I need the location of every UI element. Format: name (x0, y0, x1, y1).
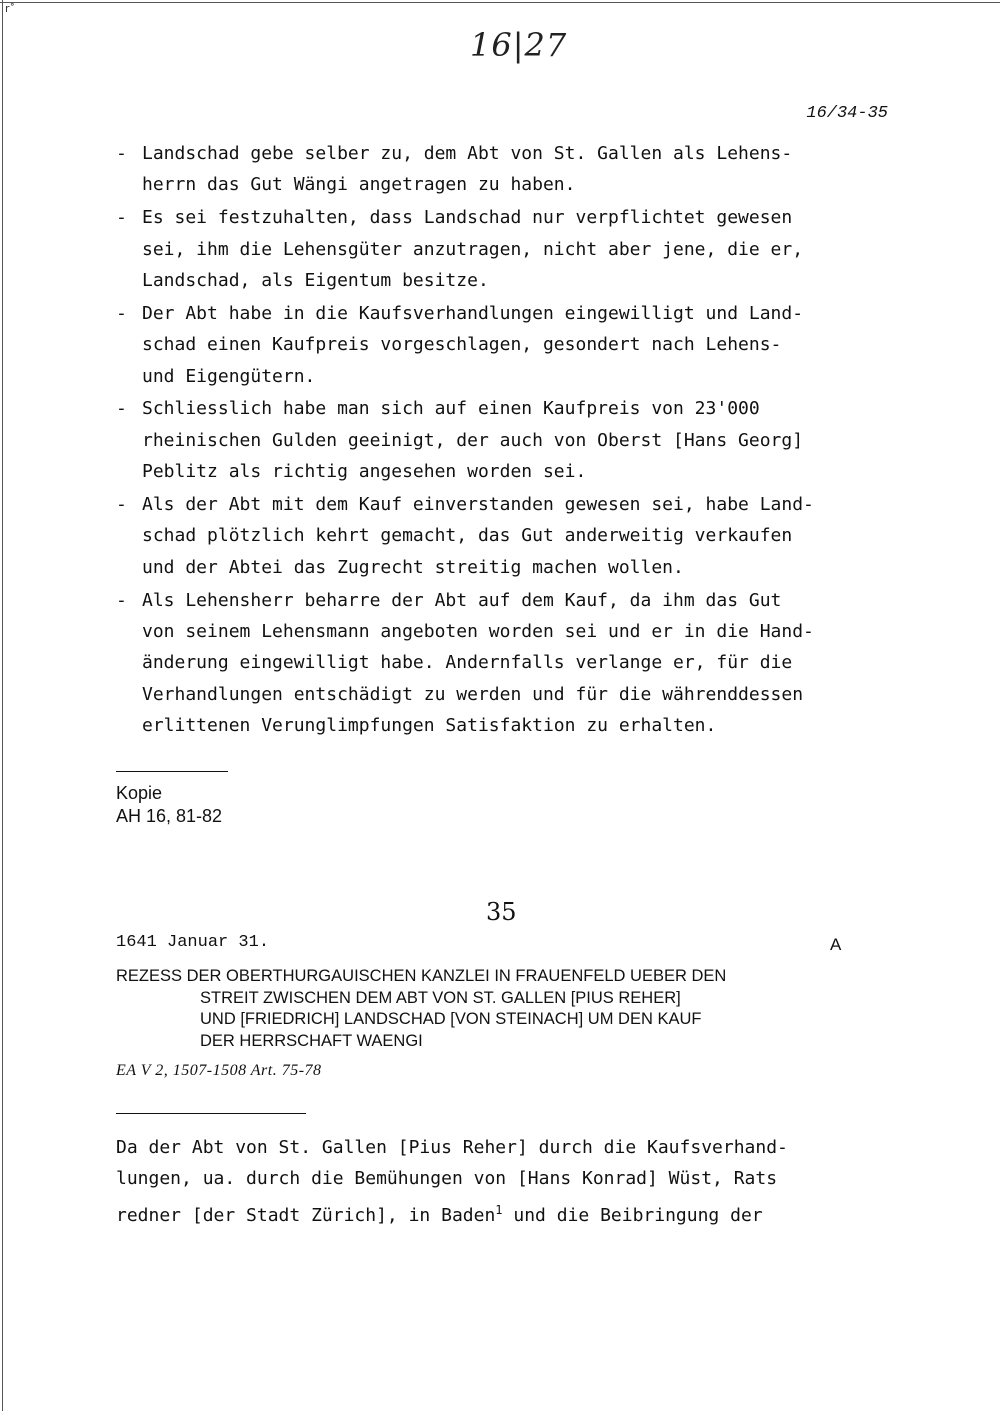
bullet-dash: - (116, 143, 127, 164)
scan-left-edge (2, 0, 3, 1411)
summary-item (116, 393, 906, 487)
summary-line: änderung eingewilligt habe. Andernfalls verlange er, für die (142, 652, 793, 674)
summary-line: Als der Abt mit dem Kauf einverstanden gewesen sei, habe Land- (142, 494, 814, 516)
body-line-text: und die Beibringung der (502, 1204, 763, 1226)
section-rule (116, 1113, 306, 1114)
body-line (116, 1195, 896, 1231)
summary-line: Peblitz als richtig angesehen worden sei. (142, 461, 587, 483)
entry-number: 35 (486, 898, 517, 926)
entry-title-line: REZESS DER OBERTHURGAUISCHEN KANZLEI IN FRAUENFELD UEBER DEN (116, 967, 727, 985)
summary-line: Es sei festzuhalten, dass Landschad nur verpflichtet gewesen (142, 207, 793, 229)
summary-list (116, 138, 906, 743)
summary-line: Schliesslich habe man sich auf einen Kaufpreis von 23'000 (142, 398, 760, 420)
summary-line: Verhandlungen entschädigt zu werden und für die währenddessen (142, 683, 804, 705)
entry-title-line: STREIT ZWISCHEN DEM ABT VON ST. GALLEN [PIUS REHER] (200, 988, 681, 1007)
summary-line: und Eigengütern. (142, 365, 316, 387)
source-reference: AH 16, 81-82 (116, 806, 223, 826)
source-note (116, 782, 222, 828)
bullet-dash: - (116, 302, 127, 324)
summary-item (116, 138, 906, 201)
bullet-dash: - (116, 398, 127, 420)
bullet-dash: - (116, 589, 127, 611)
handwritten-page-note: 16|27 (470, 26, 568, 64)
body-line-text: redner [der Stadt Zürich], in Baden (116, 1204, 496, 1226)
entry-date: 1641 Januar 31. (116, 933, 270, 952)
summary-text (142, 202, 906, 296)
summary-line: schad einen Kaufpreis vorgeschlagen, gesondert nach Lehens- (142, 334, 782, 356)
entry-title-line: DER HERRSCHAFT WAENGI (200, 1031, 423, 1050)
summary-text (142, 489, 906, 583)
summary-line: von seinem Lehensmann angeboten worden sei und er in die Hand- (142, 621, 814, 643)
entry-body (116, 1132, 896, 1231)
body-line: lungen, ua. durch die Bemühungen von [Hans Konrad] Wüst, Rats (116, 1168, 778, 1190)
summary-text (142, 393, 906, 487)
summary-line: Landschad, als Eigentum besitze. (142, 270, 489, 292)
summary-line: und der Abtei das Zugrecht streitig machen wollen. (142, 556, 684, 578)
footnote-marker[interactable]: 1 (495, 1202, 503, 1217)
summary-line: erlittenen Verunglimpfungen Satisfaktion zu erhalten. (142, 715, 717, 737)
document-reference: 16/34-35 (806, 104, 888, 123)
summary-text (142, 138, 906, 201)
summary-line: schad plötzlich kehrt gemacht, das Gut anderweitig verkaufen (142, 525, 793, 547)
summary-item (116, 298, 906, 392)
summary-item (116, 202, 906, 296)
bullet-dash: - (116, 494, 127, 516)
entry-letter: A (830, 935, 842, 954)
entry-title-line: UND [FRIEDRICH] LANDSCHAD [VON STEINACH] UM DEN KAUF (200, 1010, 702, 1028)
summary-text (142, 585, 906, 742)
summary-line: rheinischen Gulden geeinigt, der auch von Oberst [Hans Georg] (142, 429, 804, 451)
summary-item (116, 489, 906, 583)
scan-top-edge (0, 2, 1000, 3)
scan-corner-mark: r˚ (5, 2, 16, 15)
summary-line: Landschad gebe selber zu, dem Abt von St. Gallen als Lehens- (142, 143, 793, 164)
source-label: Kopie (116, 783, 163, 803)
footnote-rule (116, 771, 228, 772)
summary-line: Der Abt habe in die Kaufsverhandlungen eingewilligt und Land- (142, 302, 804, 324)
body-line: Da der Abt von St. Gallen [Pius Reher] durch die Kaufsverhand- (116, 1137, 788, 1158)
summary-line: sei, ihm die Lehensgüter anzutragen, nicht aber jene, die er, (142, 238, 804, 260)
entry-title (116, 966, 876, 1052)
summary-line: herrn das Gut Wängi angetragen zu haben. (142, 174, 576, 196)
summary-text (142, 298, 906, 392)
summary-item (116, 585, 906, 742)
bullet-dash: - (116, 207, 127, 229)
summary-line: Als Lehensherr beharre der Abt auf dem Kauf, da ihm das Gut (142, 589, 782, 611)
entry-source: EA V 2, 1507-1508 Art. 75-78 (116, 1062, 322, 1079)
